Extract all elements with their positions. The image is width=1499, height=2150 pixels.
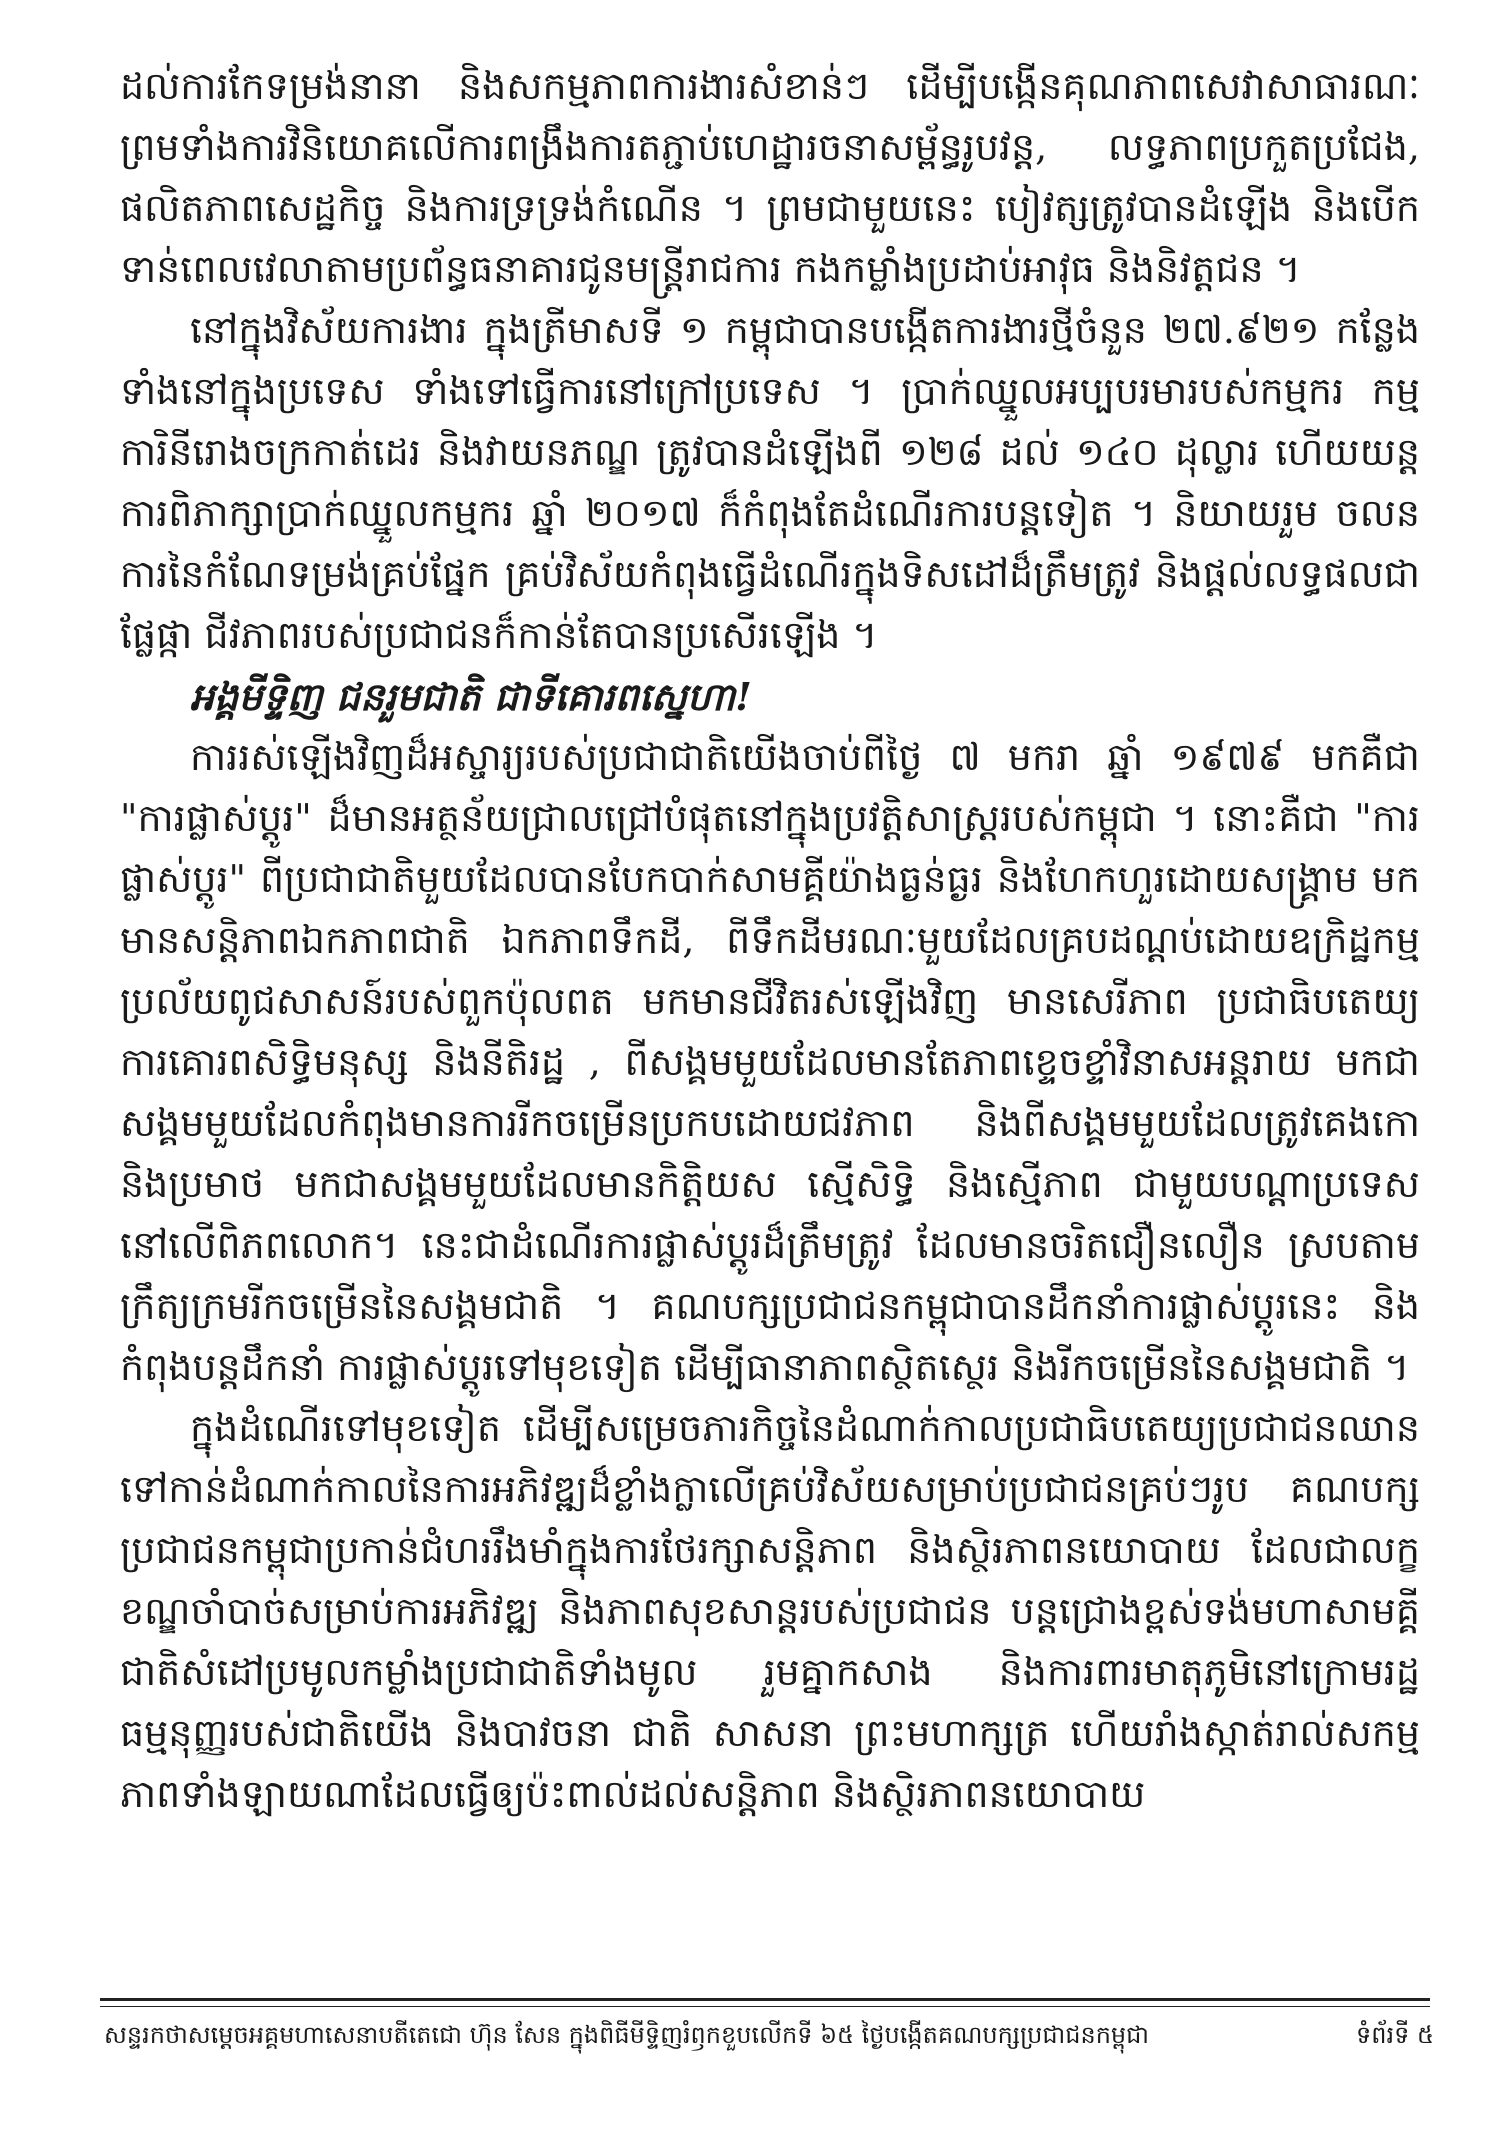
paragraph-transformation: ការរស់ឡើងវិញដ៏អស្ចារ្យរបស់ប្រជាជាតិយើងចាប់ពីថ្ងៃ ៧ មករា ឆ្នាំ ១៩៧៩ មកគឺជា "ការផ្លាស់ប្តូរ" ដ៏មានអត្ថន័យជ្រាលជ្រៅបំផុតនៅក្នុងប្រវត្តិសាស្ត្ររបស់កម្ពុជា ។ នោះគឺជា "ការផ្លាស់ប្តូរ" ពីប្រជាជាតិមួយដែលបានបែកបាក់សាមគ្គីយ៉ាងធ្ងន់ធ្ងរ និងហែកហួរដោយសង្គ្រាម មកមានសន្តិភាពឯកភាពជាតិ ឯកភាពទឹកដី, ពីទឹកដីមរណៈមួយដែលគ្របដណ្តប់ដោយឧក្រិដ្ឋកម្មប្រល័យពូជសាសន៍របស់ពួកប៉ុលពត មកមានជីវិតរស់ឡើងវិញ មានសេរីភាព ប្រជាធិបតេយ្យ ការគោរពសិទ្ធិមនុស្ស និងនីតិរដ្ឋ , ពីសង្គមមួយដែលមានតែភាពខ្ទេចខ្ទាំវិនាសអន្តរាយ មកជាសង្គមមួយដែលកំពុងមានការរីកចម្រើនប្រកបដោយជវភាព និងពីសង្គមមួយដែលត្រូវគេងកោ និងប្រមាថ មកជាសង្គមមួយដែលមានកិត្តិយស ស្មើសិទ្ធិ និងស្មើភាព ជាមួយបណ្តាប្រទេសនៅលើពិភពលោក។ នេះជាដំណើរការផ្លាស់ប្តូរដ៏ត្រឹមត្រូវ ដែលមានចរិតជឿនលឿន ស្របតាមក្រឹត្យក្រមរីកចម្រើននៃសង្គមជាតិ ។ គណបក្សប្រជាជនកម្ពុជាបានដឹកនាំការផ្លាស់ប្តូរនេះ និងកំពុងបន្តដឹកនាំ ការផ្លាស់ប្តូរទៅមុខទៀត ដើម្បីធានាភាពស្ថិតស្ថេរ និងរីកចម្រើននៃសង្គមជាតិ ។: [120, 735, 1420, 1389]
page-number: ទំព័រទី ៥: [1356, 2021, 1434, 2049]
footer-caption: សន្ទរកថាសម្តេចអគ្គមហាសេនាបតីតេជោ ហ៊ុន សែន ក្នុងពិធីមីទ្ទិញរំឭកខួបលើកទី ៦៥ ថ្ងៃបង្កើតគណបក្សប្រជាជនកម្ពុជា: [104, 2021, 1150, 2049]
section-greeting: អង្គមីទ្ទិញ ជនរួមជាតិ ជាទីគោរពស្នេហា!: [190, 674, 752, 719]
paragraph-employment: នៅក្នុងវិស័យការងារ ក្នុងត្រីមាសទី ១ កម្ពុជាបានបង្កើតការងារថ្មីចំនួន ២៧.៩២១ កន្លែង ទាំងនៅក្នុងប្រទេស ទាំងទៅធ្វើការនៅក្រៅប្រទេស ។ ប្រាក់ឈ្នួលអប្បបរមារបស់កម្មករ កម្មការិនីរោងចក្រកាត់ដេរ និងវាយនភណ្ឌ ត្រូវបានដំឡើងពី ១២៨ ដល់ ១៤០ ដុល្លារ ហើយយន្តការពិភាក្សាប្រាក់ឈ្នួលកម្មករ ឆ្នាំ ២០១៧ ក៏កំពុងតែដំណើរការបន្តទៀត ។ និយាយរួម ចលនការនៃកំណែទម្រង់គ្រប់ផ្នែក គ្រប់វិស័យកំពុងធ្វើដំណើរក្នុងទិសដៅដ៏ត្រឹមត្រូវ និងផ្តល់លទ្ធផលជាផ្លែផ្កា ជីវភាពរបស់ប្រជាជនក៏កាន់តែបានប្រសើរឡើង ។: [120, 308, 1420, 657]
paragraph-way-forward: ក្នុងដំណើរទៅមុខទៀត ដើម្បីសម្រេចភារកិច្ចនៃដំណាក់កាលប្រជាធិបតេយ្យប្រជាជនឈានទៅកាន់ដំណាក់កាលនៃការអភិវឌ្ឍដ៏ខ្លាំងក្លាលើគ្រប់វិស័យសម្រាប់ប្រជាជនគ្រប់ៗរូប គណបក្សប្រជាជនកម្ពុជាប្រកាន់ជំហររឹងមាំក្នុងការថែរក្សាសន្តិភាព និងស្ថិរភាពនយោបាយ ដែលជាលក្ខខណ្ឌចាំបាច់សម្រាប់ការអភិវឌ្ឍ និងភាពសុខសាន្តរបស់ប្រជាជន បន្តជ្រោងខ្ពស់ទង់មហាសាមគ្គីជាតិសំដៅប្រមូលកម្លាំងប្រជាជាតិទាំងមូល រួមគ្នាកសាង និងការពារមាតុភូមិនៅក្រោមរដ្ឋធម្មនុញ្ញរបស់ជាតិយើង និងបាវចនា ជាតិ សាសនា ព្រះមហាក្សត្រ ហើយរាំងស្កាត់រាល់សកម្មភាពទាំងឡាយណាដែលធ្វើឲ្យប៉ះពាល់ដល់សន្តិភាព និងស្ថិរភាពនយោបាយ: [120, 1406, 1420, 1816]
paragraph-reforms: ដល់ការកែទម្រង់នានា និងសកម្មភាពការងារសំខាន់ៗ ដើម្បីបង្កើនគុណភាពសេវាសាធារណៈ ព្រមទាំងការវិនិយោគលើការពង្រឹងការតភ្ជាប់ហេដ្ឋារចនាសម្ព័ន្ធរូបវន្ត, លទ្ធភាពប្រកួតប្រជែង, ផលិតភាពសេដ្ឋកិច្ច និងការទ្រទ្រង់កំណើន ។ ព្រមជាមួយនេះ បៀវត្សត្រូវបានដំឡើង និងបើកទាន់ពេលវេលាតាមប្រព័ន្ធធនាគារជូនមន្ត្រីរាជការ កងកម្លាំងប្រដាប់អាវុធ និងនិវត្តជន ។: [120, 64, 1420, 291]
body-text: [120, 56, 1420, 1946]
footer-divider: [100, 1998, 1430, 2007]
page-footer: [104, 2015, 1434, 2063]
